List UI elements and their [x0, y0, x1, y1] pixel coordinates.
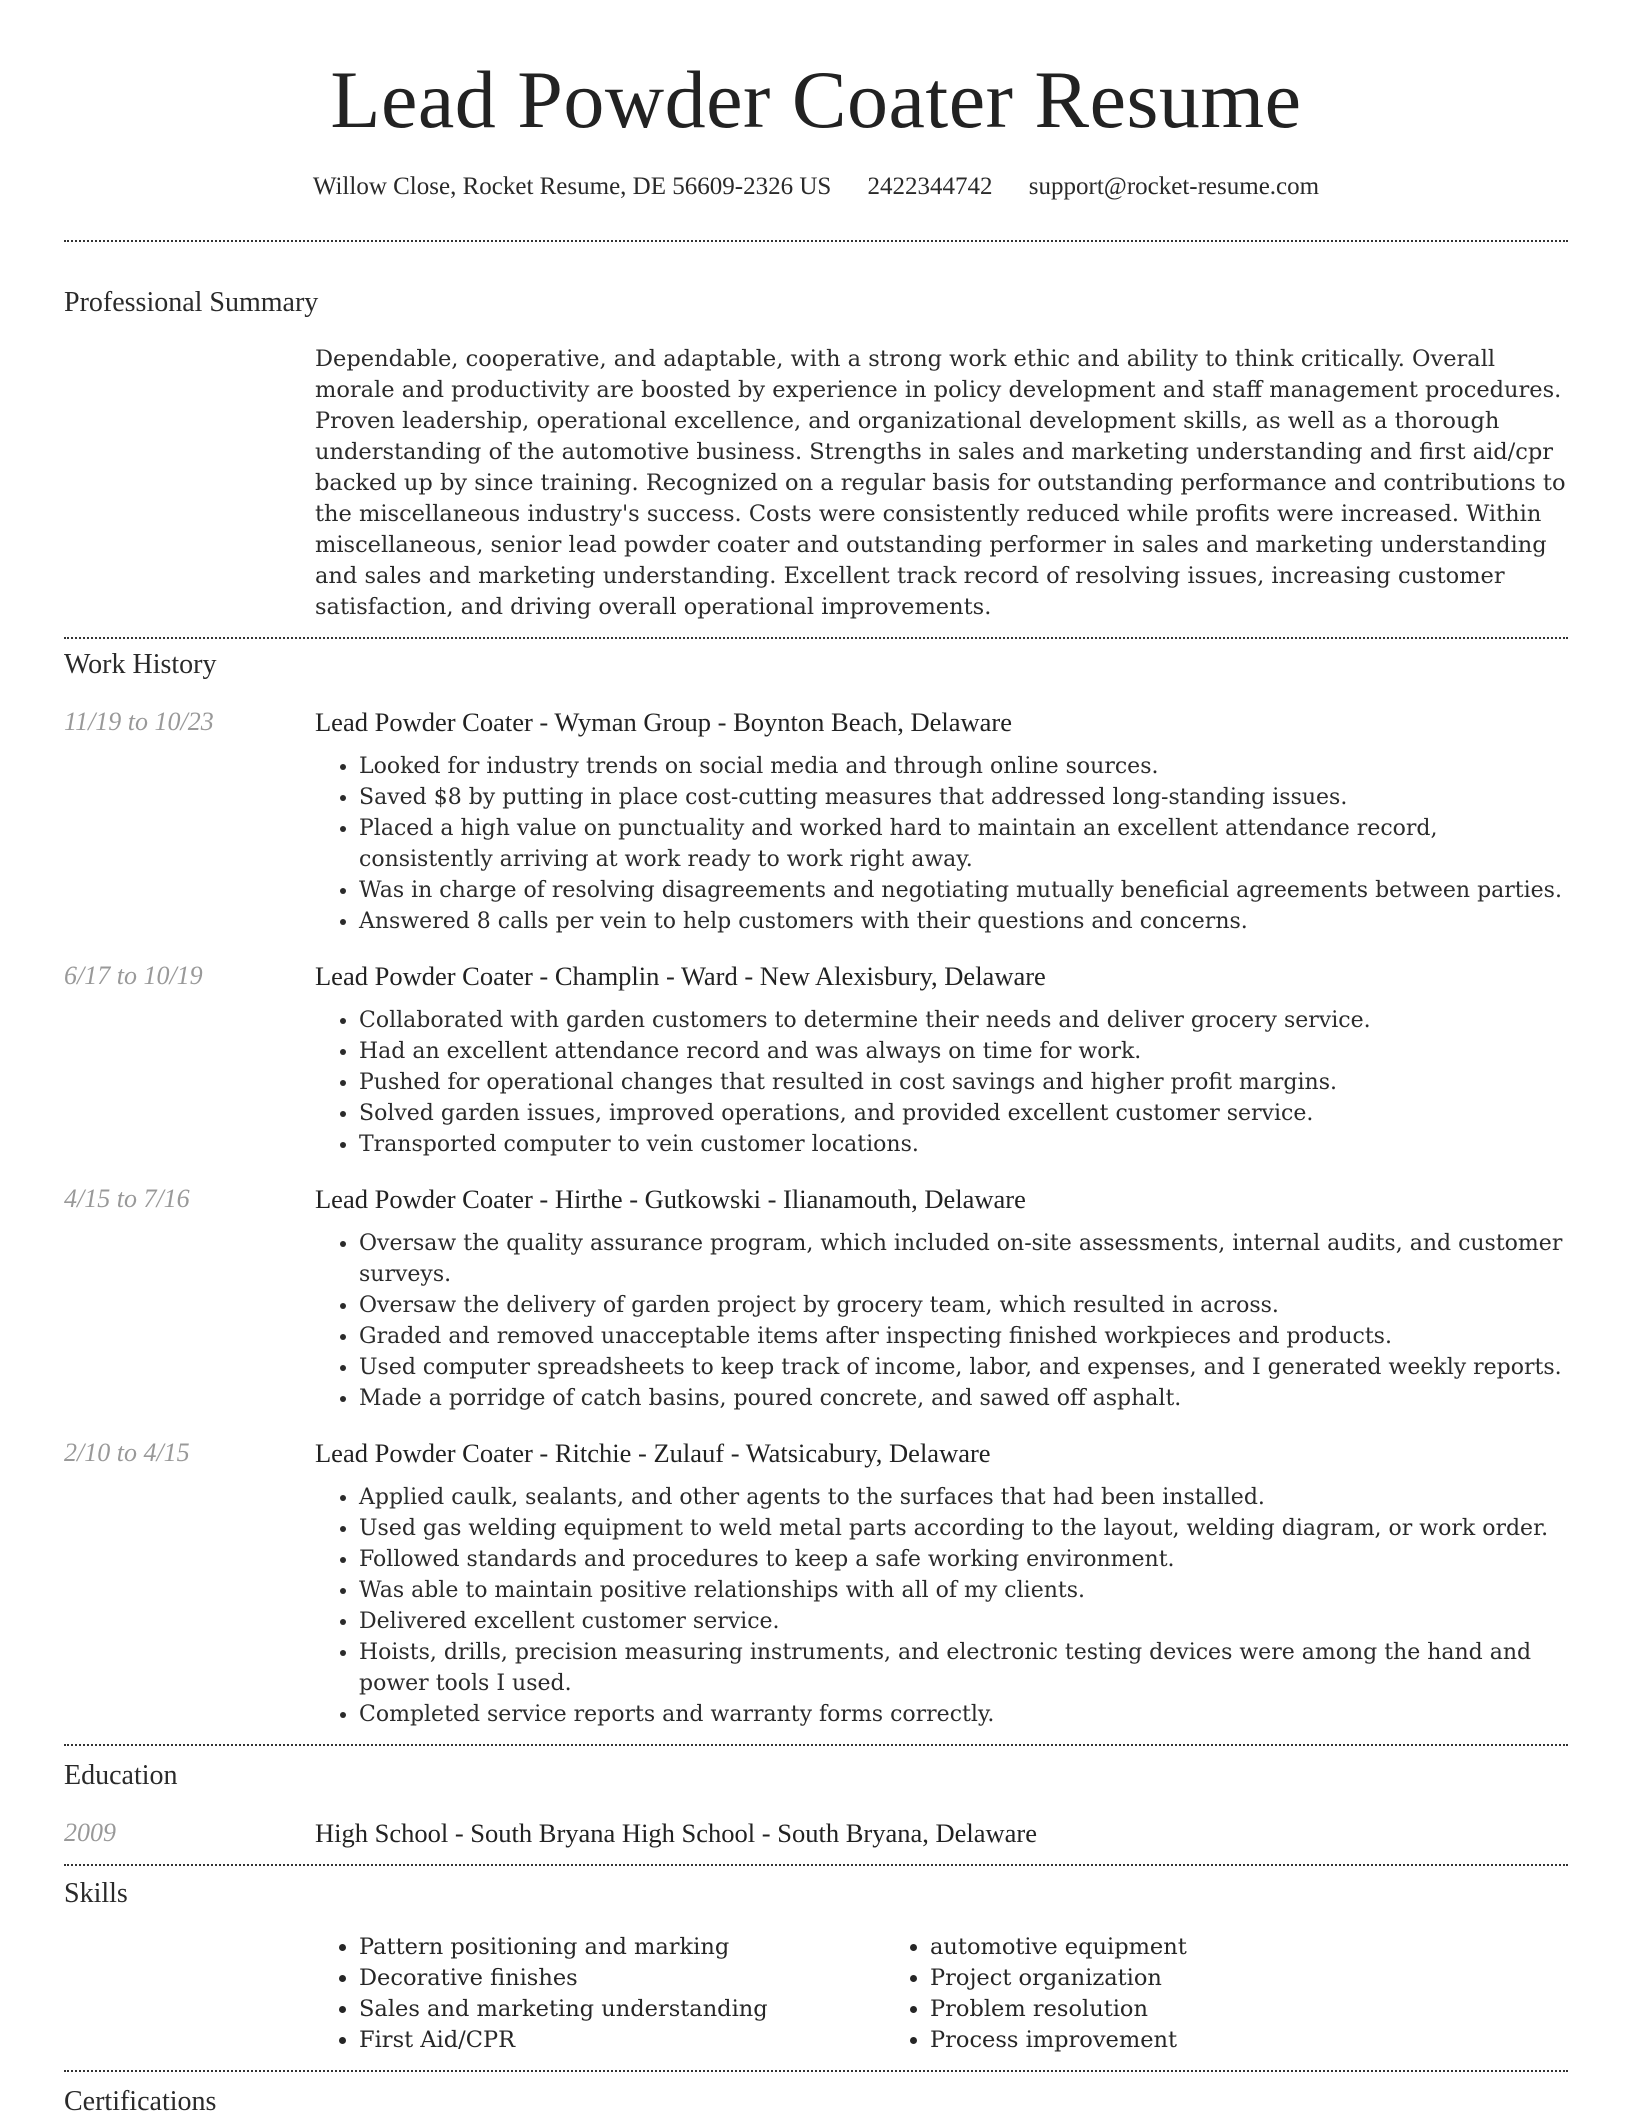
- contact-line: [64, 170, 1568, 204]
- page-title: Lead Powder Coater Resume: [330, 54, 1302, 145]
- section-title-education: Education: [64, 1760, 178, 1791]
- list-item: • Was able to maintain positive relationships with all of my clients.: [359, 1575, 1568, 1606]
- list-item: • Project organization: [930, 1963, 1187, 1994]
- list-item: • Collaborated with garden customers to determine their needs and deliver grocery service.: [359, 1005, 1568, 1036]
- list-item: • Was in charge of resolving disagreements and negotiating mutually beneficial agreements between parties.: [359, 875, 1568, 906]
- list-item: • Problem resolution: [930, 1994, 1187, 2025]
- education-entry: High School - South Bryana High School - South Bryana, Delaware: [315, 1818, 1038, 1848]
- job-date: 4/15 to 7/16: [64, 1184, 190, 1213]
- job-title: Lead Powder Coater - Wyman Group - Boynton Beach, Delaware: [315, 707, 1012, 737]
- education-section: [64, 1746, 1568, 1864]
- work-section: [64, 639, 1568, 1744]
- job-date: 2/10 to 4/15: [64, 1438, 190, 1467]
- phone-text: 2422344742: [867, 173, 993, 200]
- job-entry: [64, 1182, 1568, 1414]
- list-item: • Had an excellent attendance record and was always on time for work.: [359, 1036, 1568, 1067]
- job-title: Lead Powder Coater - Hirthe - Gutkowski - Ilianamouth, Delaware: [315, 1184, 1026, 1214]
- list-item: • Answered 8 calls per vein to help customers with their questions and concerns.: [359, 906, 1568, 937]
- list-item: • automotive equipment: [930, 1932, 1187, 1963]
- list-item: • Delivered excellent customer service.: [359, 1606, 1568, 1637]
- job-bullets: [315, 751, 1568, 937]
- list-item: • Pattern positioning and marking: [359, 1932, 886, 1963]
- list-item: • Saved $8 by putting in place cost-cutting measures that addressed long-standing issues.: [359, 782, 1568, 813]
- list-item: • Pushed for operational changes that resulted in cost savings and higher profit margins.: [359, 1067, 1568, 1098]
- skills-list-right: [886, 1932, 1187, 2056]
- list-item: • Oversaw the quality assurance program, which included on-site assessments, internal audits, and customer surveys.: [359, 1228, 1568, 1290]
- job-date: 11/19 to 10/23: [64, 707, 214, 736]
- list-item: • Used gas welding equipment to weld metal parts according to the layout, welding diagram, or work order.: [359, 1513, 1568, 1544]
- skills-list-left: [315, 1932, 886, 2056]
- list-item: • Applied caulk, sealants, and other agents to the surfaces that had been installed.: [359, 1482, 1568, 1513]
- job-bullets: [315, 1228, 1568, 1414]
- job-entry: [64, 705, 1568, 937]
- list-item: • Looked for industry trends on social media and through online sources.: [359, 751, 1568, 782]
- email-text: support@rocket-resume.com: [1028, 173, 1320, 200]
- list-item: • First Aid/CPR: [359, 2025, 886, 2056]
- list-item: • Process improvement: [930, 2025, 1187, 2056]
- certifications-section: [64, 2072, 1568, 2120]
- list-item: • Hoists, drills, precision measuring instruments, and electronic testing devices were among the hand and power tools I used.: [359, 1637, 1568, 1699]
- job-entry: [64, 959, 1568, 1160]
- job-bullets: [315, 1005, 1568, 1160]
- job-title: Lead Powder Coater - Champlin - Ward - New Alexisbury, Delaware: [315, 961, 1046, 991]
- section-title-certifications: Certifications: [64, 2086, 217, 2117]
- list-item: • Followed standards and procedures to keep a safe working environment.: [359, 1544, 1568, 1575]
- education-date: 2009: [64, 1818, 116, 1847]
- list-item: • Solved garden issues, improved operations, and provided excellent customer service.: [359, 1098, 1568, 1129]
- section-title-skills: Skills: [64, 1878, 128, 1909]
- list-item: • Placed a high value on punctuality and worked hard to maintain an excellent attendance record, consistently arriving at work ready to work right away.: [359, 813, 1568, 875]
- job-entry: [64, 1436, 1568, 1744]
- list-item: • Made a porridge of catch basins, poured concrete, and sawed off asphalt.: [359, 1383, 1568, 1414]
- list-item: • Decorative finishes: [359, 1963, 886, 1994]
- summary-section: [64, 242, 1568, 637]
- list-item: • Completed service reports and warranty forms correctly.: [359, 1699, 1568, 1730]
- section-title-summary: Professional Summary: [64, 287, 319, 318]
- summary-text: Dependable, cooperative, and adaptable, with a strong work ethic and ability to think critically. Overall morale and productivity are boosted by experience in policy development and staff management procedures. Proven leadership, operational excellence, and organizational development skills, as well as a thorough understanding of the automotive business. Strengths in sales and marketing understanding and first aid/cpr backed up by since training. Recognized on a regular basis for outstanding performance and contributions to the miscellaneous industry's success. Costs were consistently reduced while profits were increased. Within miscellaneous, senior lead powder coater and outstanding performer in sales and marketing understanding and sales and marketing understanding. Excellent track record of resolving issues, increasing customer satisfaction, and driving overall operational improvements.: [315, 346, 1566, 620]
- skills-section: [64, 1866, 1568, 2070]
- address-text: Willow Close, Rocket Resume, DE 56609-2326 US: [312, 173, 832, 200]
- list-item: • Oversaw the delivery of garden project by grocery team, which resulted in across.: [359, 1290, 1568, 1321]
- list-item: • Used computer spreadsheets to keep track of income, labor, and expenses, and I generated weekly reports.: [359, 1352, 1568, 1383]
- section-title-work: Work History: [64, 649, 217, 680]
- list-item: • Sales and marketing understanding: [359, 1994, 886, 2025]
- job-title: Lead Powder Coater - Ritchie - Zulauf - Watsicabury, Delaware: [315, 1438, 991, 1468]
- list-item: • Transported computer to vein customer locations.: [359, 1129, 1568, 1160]
- job-bullets: [315, 1482, 1568, 1730]
- resume-header: [64, 0, 1568, 204]
- job-date: 6/17 to 10/19: [64, 961, 203, 990]
- list-item: • Graded and removed unacceptable items after inspecting finished workpieces and products.: [359, 1321, 1568, 1352]
